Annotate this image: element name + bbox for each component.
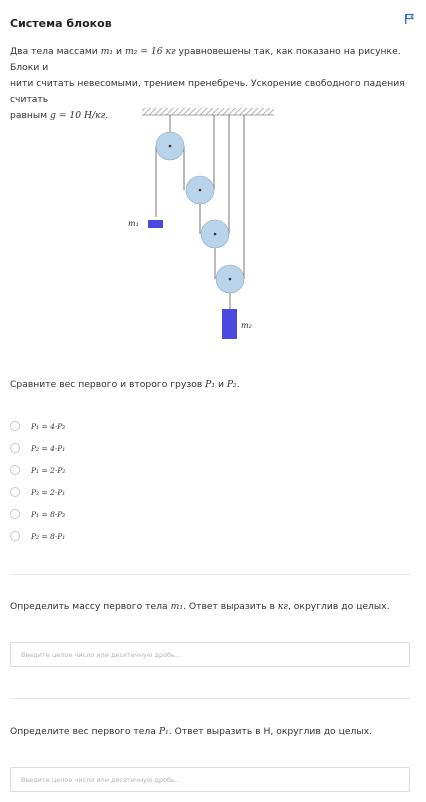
math-m1: m₁ <box>100 46 114 57</box>
math-m2-value: m₂ = 16 кг <box>124 46 176 57</box>
radio-option-2[interactable] <box>10 443 20 453</box>
label-m1: m₁ <box>128 219 139 228</box>
option-4[interactable]: P₂ = 2·P₁ <box>10 485 65 499</box>
pulley-4 <box>216 265 244 293</box>
divider <box>10 574 410 575</box>
flag-icon[interactable] <box>404 13 416 25</box>
page-title: Система блоков <box>10 17 112 30</box>
answer-input-mass[interactable] <box>10 642 410 667</box>
ceiling <box>142 108 274 115</box>
pulley-2 <box>186 176 214 204</box>
option-1[interactable]: P₁ = 4·P₂ <box>10 419 65 433</box>
radio-option-1[interactable] <box>10 421 20 431</box>
question-compare-weights: Сравните вес первого и второго грузов P₁ и P₂. <box>10 379 240 390</box>
weight-m2 <box>222 309 237 339</box>
question-mass-m1: Определить массу первого тела m₁. Ответ выразить в кг, округлив до целых. <box>10 601 390 612</box>
pulley-3 <box>201 220 229 248</box>
divider <box>10 698 410 699</box>
problem-statement: Два тела массами m₁ и m₂ = 16 кг уравновешены так, как показано на рисунке. Блоки и нити считать невесомыми, трением пренебречь. Ускорение свободного падения считать равным g = 10 Н/кг. <box>10 46 405 121</box>
option-5[interactable]: P₁ = 8·P₂ <box>10 507 65 521</box>
option-6[interactable]: P₂ = 8·P₁ <box>10 529 65 543</box>
radio-option-6[interactable] <box>10 531 20 541</box>
pulley-1 <box>156 132 184 160</box>
math-g-value: g = 10 Н/кг <box>50 110 106 121</box>
header <box>10 12 416 30</box>
label-m2: m₂ <box>241 321 252 330</box>
option-2[interactable]: P₂ = 4·P₁ <box>10 441 65 455</box>
radio-option-4[interactable] <box>10 487 20 497</box>
option-3[interactable]: P₁ = 2·P₂ <box>10 463 65 477</box>
answer-input-weight[interactable] <box>10 767 410 792</box>
radio-option-5[interactable] <box>10 509 20 519</box>
pulley-diagram <box>120 104 280 349</box>
question-weight-p1: Определите вес первого тела P₁. Ответ выразить в Н, округлив до целых. <box>10 726 372 737</box>
radio-option-3[interactable] <box>10 465 20 475</box>
weight-m1 <box>148 220 163 228</box>
